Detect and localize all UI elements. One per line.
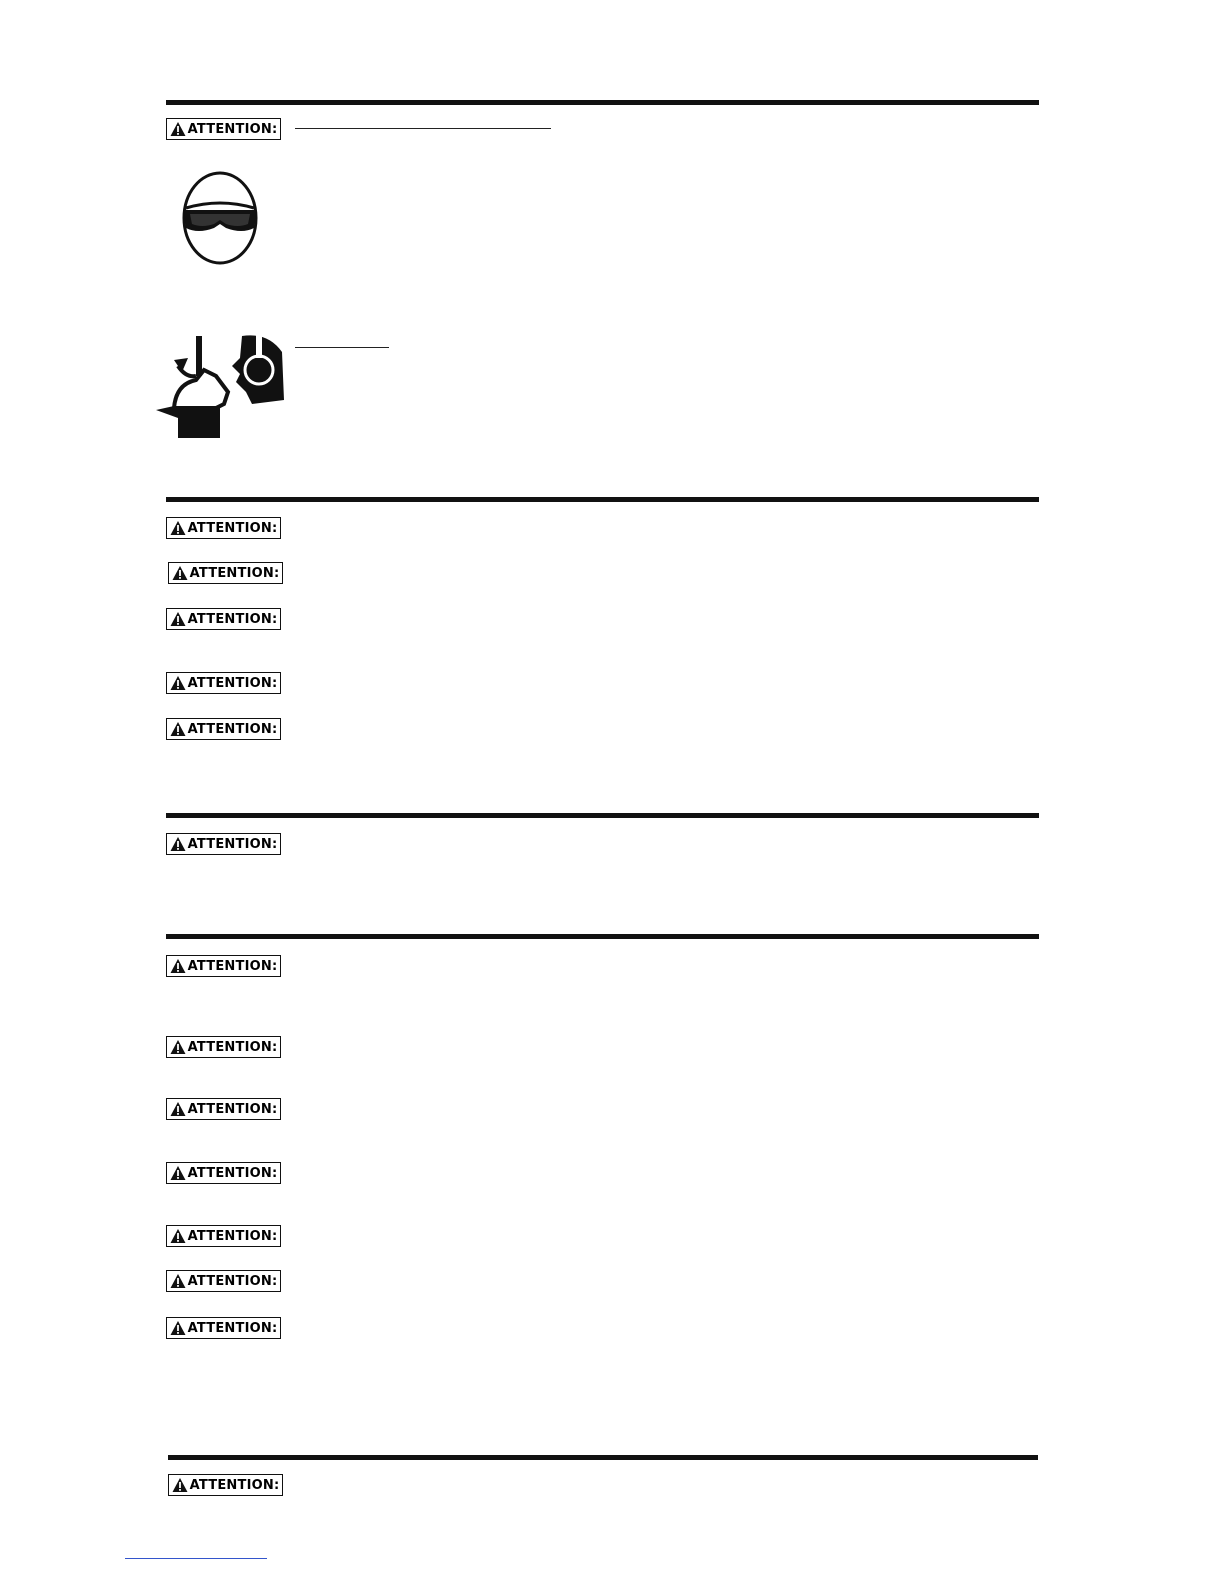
section-rule-2 [166,497,1039,502]
section-rule-3 [166,813,1039,818]
warning-triangle-icon [170,121,186,137]
warning-triangle-icon [170,1101,186,1117]
attention-label: ATTENTION: [166,1225,281,1247]
attention-label: ATTENTION: [166,1098,281,1120]
attention-label: ATTENTION: [166,1317,281,1339]
warning-triangle-icon [172,565,188,581]
attention-label: ATTENTION: [166,1036,281,1058]
attention-label: ATTENTION: [168,562,283,584]
heading-underline [295,128,551,129]
subheading-underline [295,347,389,348]
warning-triangle-icon [170,1273,186,1289]
warning-triangle-icon [170,1228,186,1244]
attention-label: ATTENTION: [168,1474,283,1496]
attention-label: ATTENTION: [166,955,281,977]
warning-triangle-icon [170,520,186,536]
warning-triangle-icon [170,1165,186,1181]
safety-goggles-icon [180,170,260,266]
warning-triangle-icon [170,958,186,974]
warning-triangle-icon [170,721,186,737]
section-rule-1 [166,100,1039,105]
ear-protection-dust-mask-icon [156,332,286,440]
attention-label: ATTENTION: [166,1162,281,1184]
warning-triangle-icon [170,836,186,852]
warning-triangle-icon [170,611,186,627]
attention-label: ATTENTION: [166,833,281,855]
attention-label: ATTENTION: [166,1270,281,1292]
attention-label: ATTENTION: [166,517,281,539]
warning-triangle-icon [172,1477,188,1493]
section-rule-4 [166,934,1039,939]
warning-triangle-icon [170,1039,186,1055]
attention-label: ATTENTION: [166,718,281,740]
footer-link-underline[interactable] [125,1558,267,1559]
section-rule-5 [168,1455,1038,1460]
warning-triangle-icon [170,1320,186,1336]
attention-label: ATTENTION: [166,608,281,630]
warning-triangle-icon [170,675,186,691]
attention-label: ATTENTION: [166,672,281,694]
attention-label: ATTENTION: [166,118,281,140]
